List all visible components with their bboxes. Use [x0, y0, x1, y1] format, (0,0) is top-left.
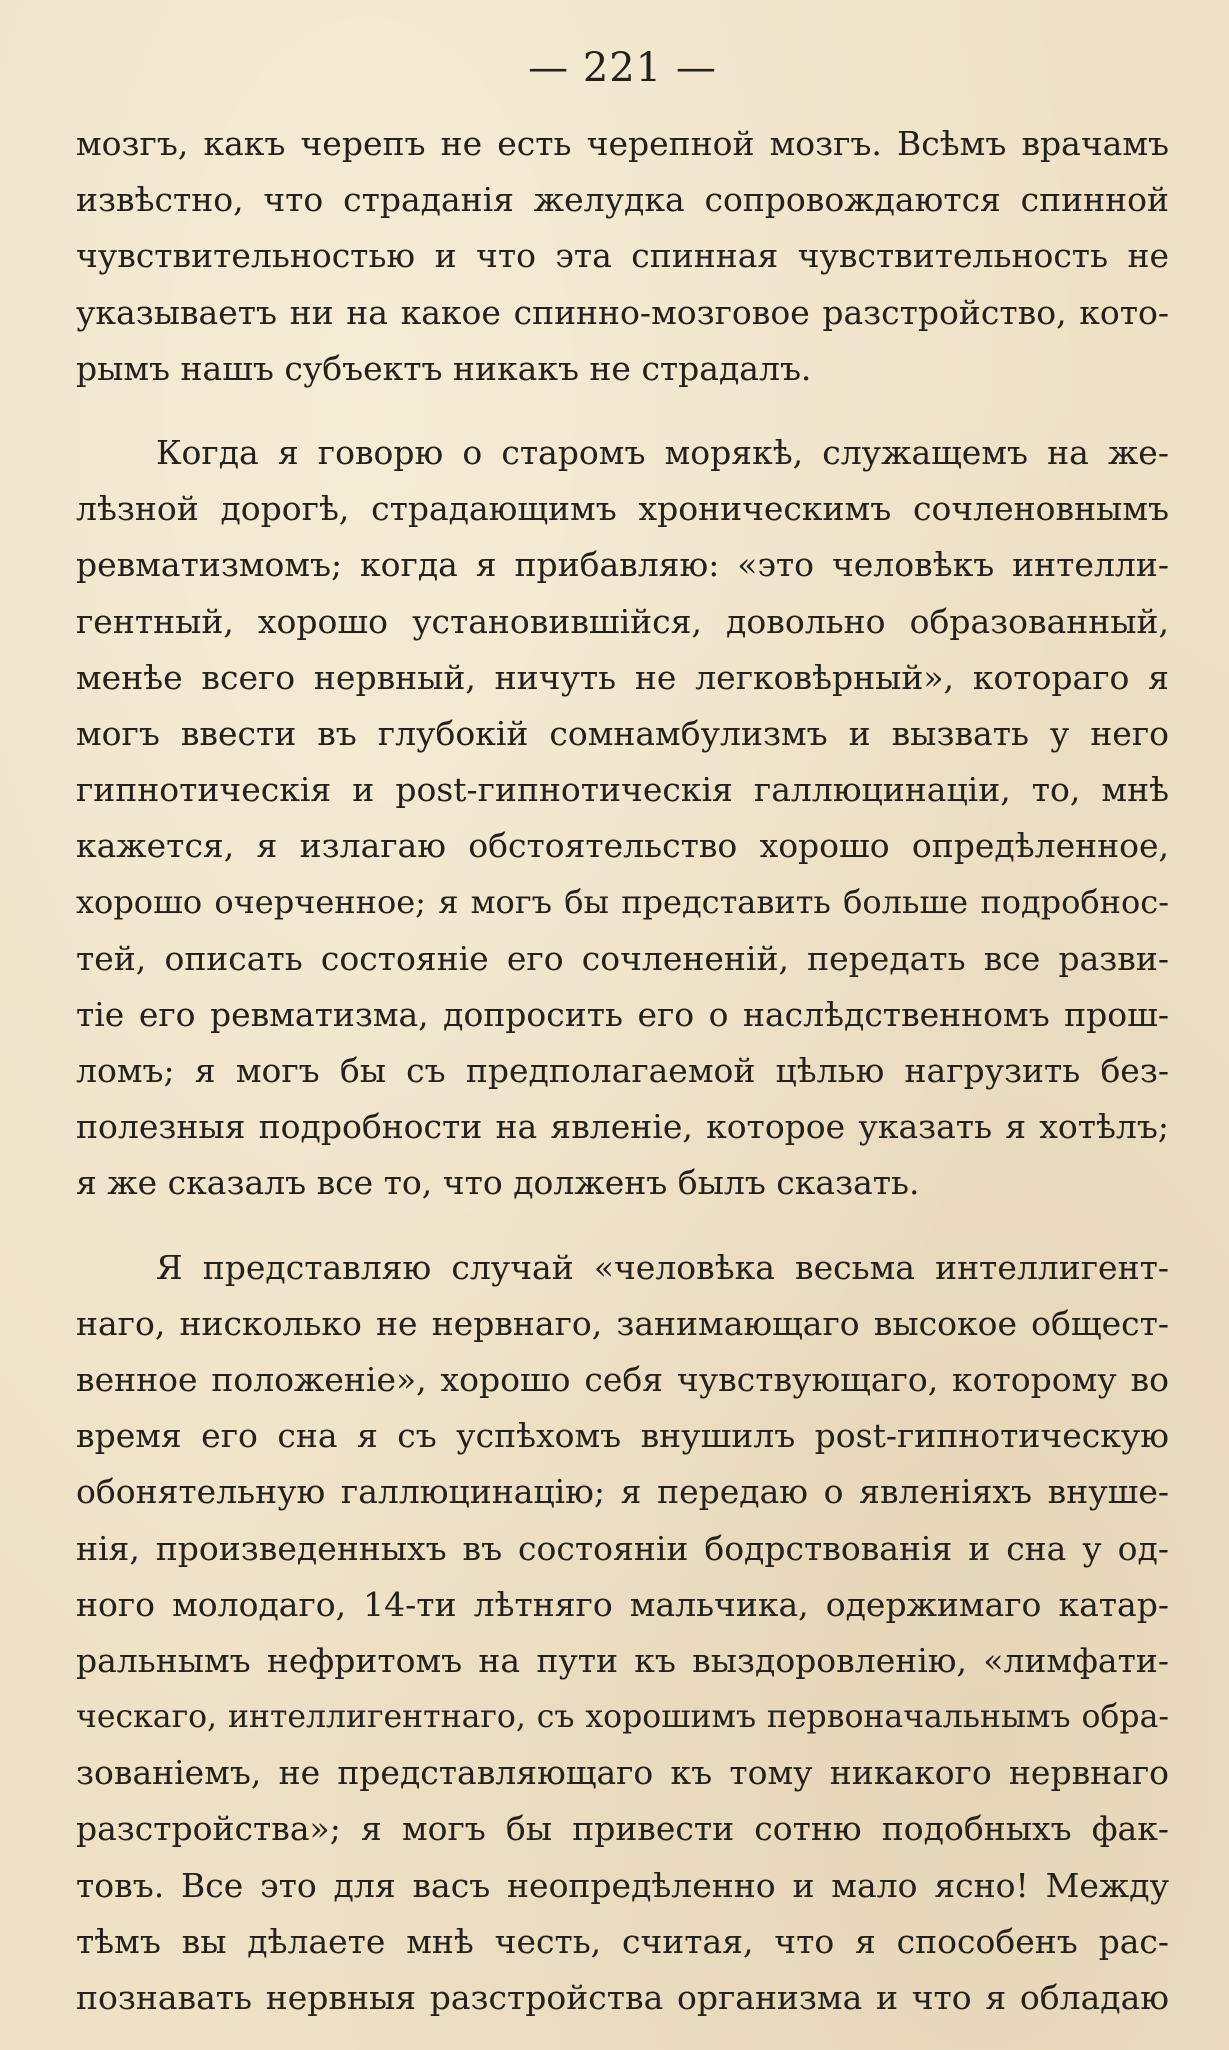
text-line: ного молодаго, 14-ти лѣтняго мальчика, одержимаго катар-: [76, 1584, 1169, 1624]
text-line: ческаго, интеллигентнаго, съ хорошимъ первоначальнымъ обра-: [76, 1699, 1169, 1736]
text-line: разстройства»; я могъ бы привести сотню подобныхъ фак-: [76, 1809, 1169, 1849]
text-line: наго, нисколько не нервнаго, занимающаго высокое общест-: [76, 1303, 1169, 1343]
text-line: хорошо очерченное; я могъ бы представить больше подробнос-: [76, 883, 1169, 922]
text-line: зованіемъ, не представляющаго къ тому никакого нервнаго: [76, 1753, 1169, 1793]
text-line: Когда я говорю о старомъ морякѣ, служащемъ на же-: [156, 432, 1169, 472]
text-line: чувствительностью и что эта спинная чувствительность не: [76, 236, 1169, 276]
paragraph-3: [76, 1240, 1169, 2027]
body-text: [76, 116, 1169, 2026]
text-line: тей, описать состояніе его сочлененій, передать все разви-: [76, 938, 1169, 978]
page-number: — 221 —: [528, 45, 717, 91]
text-line: гипнотическія и post-гипнотическія галлюцинаціи, то, мнѣ: [76, 770, 1169, 810]
text-line: кажется, я излагаю обстоятельство хорошо опредѣленное,: [76, 826, 1169, 866]
text-line: тіе его ревматизма, допросить его о наслѣдственномъ прош-: [76, 994, 1169, 1034]
text-line: Я представляю случай «человѣка весьма интеллигент-: [156, 1247, 1169, 1287]
text-line: ломъ; я могъ бы съ предполагаемой цѣлью нагрузить без-: [76, 1051, 1169, 1090]
text-line: товъ. Все это для васъ неопредѣленно и мало ясно! Между: [76, 1865, 1169, 1905]
text-line: ральнымъ нефритомъ на пути къ выздоровленію, «лимфати-: [76, 1640, 1169, 1680]
text-line: указываетъ ни на какое спинно-мозговое разстройство, кото-: [76, 292, 1169, 332]
paragraph-2: [76, 425, 1169, 1212]
text-line: время его сна я съ успѣхомъ внушилъ post-гипнотическую: [76, 1416, 1169, 1456]
text-line: венное положеніе», хорошо себя чувствующаго, которому во: [76, 1359, 1169, 1399]
text-line: познавать нервныя разстройства организма и что я обладаю: [76, 1978, 1169, 2017]
text-line: могъ ввести въ глубокій сомнамбулизмъ и вызвать у него: [76, 713, 1169, 753]
text-line: обонятельную галлюцинацію; я передаю о явленіяхъ внуше-: [76, 1472, 1169, 1512]
text-line: лѣзной дорогѣ, страдающимъ хроническимъ сочленовнымъ: [76, 489, 1169, 529]
text-line: мозгъ, какъ черепъ не есть черепной мозгъ. Всѣмъ врачамъ: [76, 124, 1169, 163]
text-line: ревматизмомъ; когда я прибавляю: «это человѣкъ интелли-: [76, 545, 1169, 585]
paragraph-1: [76, 116, 1169, 397]
text-line: извѣстно, что страданія желудка сопровождаются спинной: [76, 180, 1169, 220]
text-line: менѣе всего нервный, ничуть не легковѣрный», котораго я: [76, 657, 1169, 697]
text-line: я же сказалъ все то, что долженъ былъ сказать.: [76, 1163, 920, 1203]
text-line: гентный, хорошо установившійся, довольно образованный,: [76, 601, 1169, 641]
text-line: полезныя подробности на явленіе, которое указать я хотѣлъ;: [76, 1107, 1169, 1147]
text-line: нія, произведенныхъ въ состояніи бодрствованія и сна у од-: [76, 1528, 1169, 1568]
text-line: тѣмъ вы дѣлаете мнѣ честь, считая, что я способенъ рас-: [76, 1921, 1169, 1961]
text-line: рымъ нашъ субъектъ никакъ не страдалъ.: [76, 348, 812, 388]
